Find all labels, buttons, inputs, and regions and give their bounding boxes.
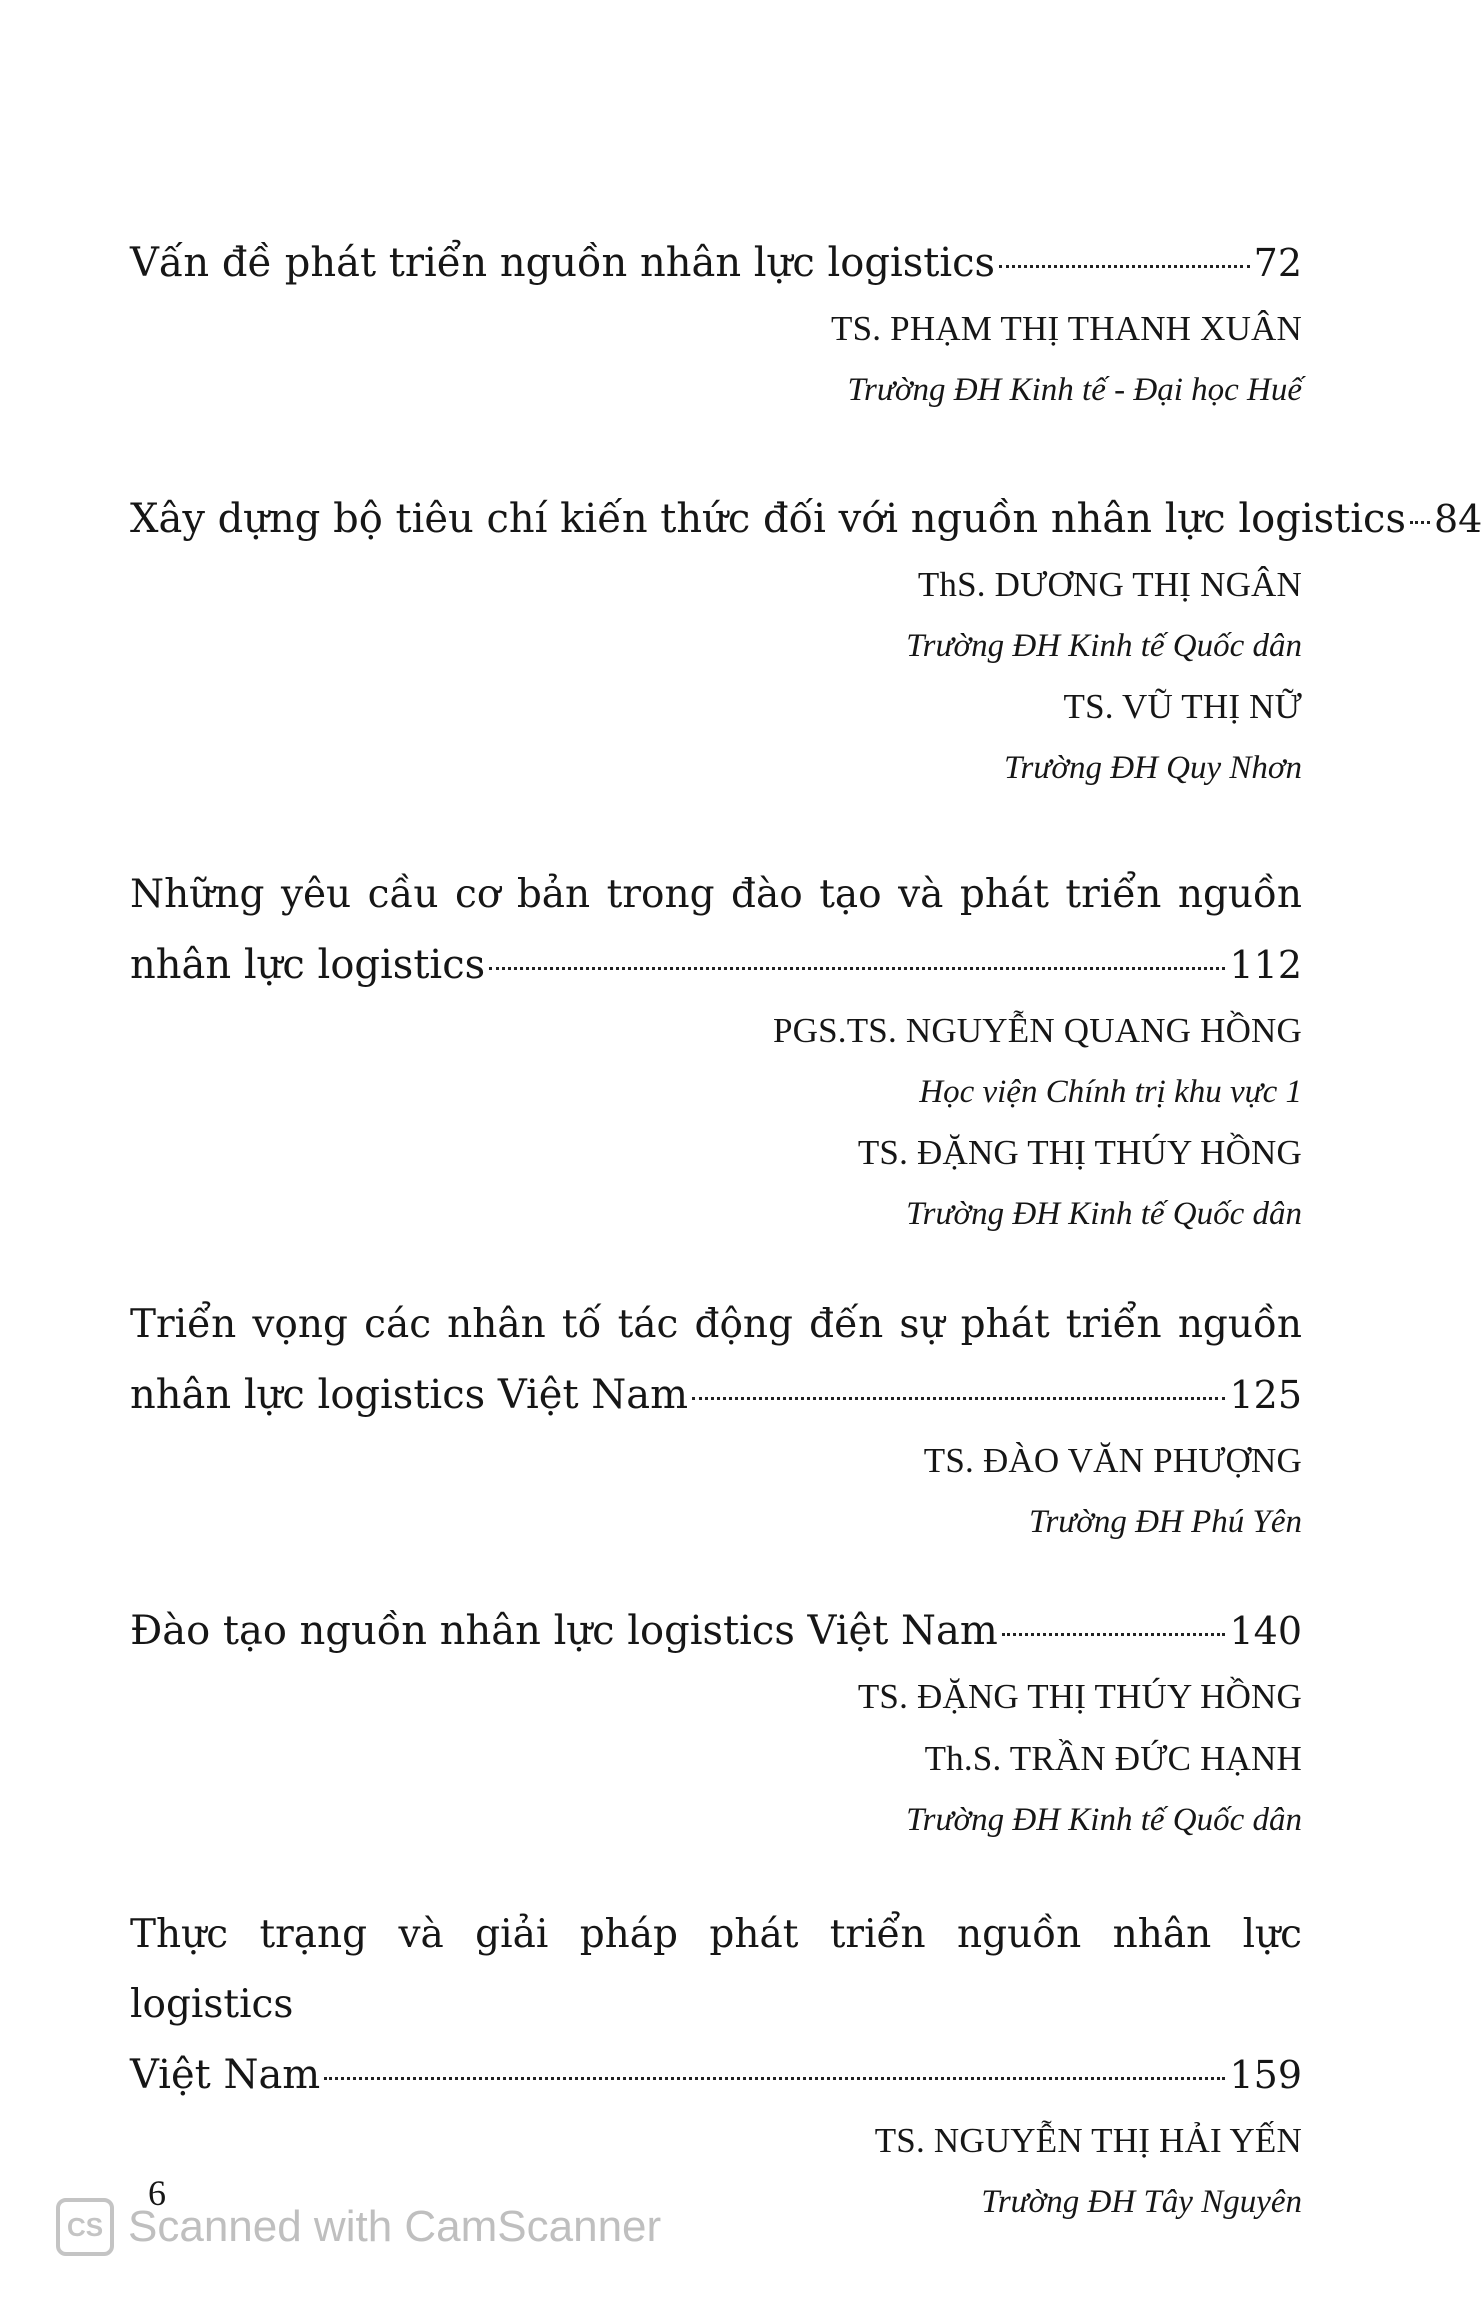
author-name: TS. NGUYỄN THỊ HẢI YẾN <box>874 2121 1302 2160</box>
toc-title: Vấn đề phát triển nguồn nhân lực logistics <box>130 240 996 286</box>
dot-leader <box>324 2077 1225 2080</box>
toc-page-number: 84 <box>1433 497 1482 541</box>
author-institution: Trường ĐH Quy Nhơn <box>1004 750 1302 786</box>
toc-page-number: 140 <box>1229 1609 1302 1653</box>
toc-title-line[interactable]: Những yêu cầu cơ bản trong đào tạo và phát triển nguồn <box>130 872 1302 917</box>
toc-title-row[interactable] <box>130 1360 1302 1430</box>
toc-title-line[interactable]: Triển vọng các nhân tố tác động đến sự phát triển nguồn <box>130 1302 1302 1347</box>
toc-title-line[interactable]: Thực trạng và giải pháp phát triển nguồn nhân lực logistics <box>130 1912 1302 2027</box>
page-number: 6 <box>148 2173 166 2213</box>
toc-title: nhân lực logistics <box>130 942 486 988</box>
camscanner-watermark <box>56 2198 661 2256</box>
toc-entry <box>130 1900 1302 2232</box>
toc-title-row[interactable] <box>130 484 1482 554</box>
dot-leader <box>1002 1633 1226 1636</box>
toc-title-row[interactable] <box>130 2040 1302 2110</box>
toc-entry <box>130 228 1302 420</box>
toc-title: Xây dựng bộ tiêu chí kiến thức đối với nguồn nhân lực logistics <box>130 496 1406 542</box>
author-name: Th.S. TRẦN ĐỨC HẠNH <box>924 1739 1302 1778</box>
author-institution: Trường ĐH Kinh tế Quốc dân <box>906 1802 1302 1838</box>
toc-title: nhân lực logistics Việt Nam <box>130 1372 689 1418</box>
dot-leader <box>1410 521 1430 524</box>
toc-title-row[interactable] <box>130 1596 1302 1666</box>
author-institution: Trường ĐH Tây Nguyên <box>981 2184 1302 2220</box>
toc-entry <box>130 1290 1302 1552</box>
dot-leader <box>692 1397 1225 1400</box>
author-name: TS. ĐẶNG THỊ THÚY HỒNG <box>857 1133 1302 1172</box>
toc-page-number: 72 <box>1253 241 1302 285</box>
author-name: PGS.TS. NGUYỄN QUANG HỒNG <box>772 1011 1302 1050</box>
toc-entry <box>130 484 1482 798</box>
author-institution: Học viện Chính trị khu vực 1 <box>919 1074 1302 1110</box>
camscanner-logo-icon: CS <box>56 2198 114 2256</box>
toc-entry <box>130 1596 1302 1850</box>
author-name: ThS. DƯƠNG THỊ NGÂN <box>917 565 1302 604</box>
dot-leader <box>999 265 1250 268</box>
author-institution: Trường ĐH Kinh tế Quốc dân <box>906 628 1302 664</box>
toc-page-number: 159 <box>1229 2053 1302 2097</box>
author-name: TS. ĐẶNG THỊ THÚY HỒNG <box>857 1677 1302 1716</box>
toc-title: Đào tạo nguồn nhân lực logistics Việt Nam <box>130 1608 998 1654</box>
author-institution: Trường ĐH Phú Yên <box>1028 1504 1302 1540</box>
toc-title-row[interactable] <box>130 930 1302 1000</box>
toc-title: Việt Nam <box>130 2052 321 2098</box>
dot-leader <box>489 967 1225 970</box>
toc-page-number: 112 <box>1229 943 1302 987</box>
toc-page-number: 125 <box>1229 1373 1302 1417</box>
watermark-text: Scanned with CamScanner <box>128 2202 662 2251</box>
author-name: TS. ĐÀO VĂN PHƯỢNG <box>923 1441 1302 1480</box>
author-institution: Trường ĐH Kinh tế Quốc dân <box>906 1196 1302 1232</box>
author-institution: Trường ĐH Kinh tế - Đại học Huế <box>847 372 1302 408</box>
toc-title-row[interactable] <box>130 228 1302 298</box>
author-name: TS. VŨ THỊ NỮ <box>1063 687 1302 726</box>
author-name: TS. PHẠM THỊ THANH XUÂN <box>831 309 1302 348</box>
toc-entry <box>130 860 1302 1244</box>
